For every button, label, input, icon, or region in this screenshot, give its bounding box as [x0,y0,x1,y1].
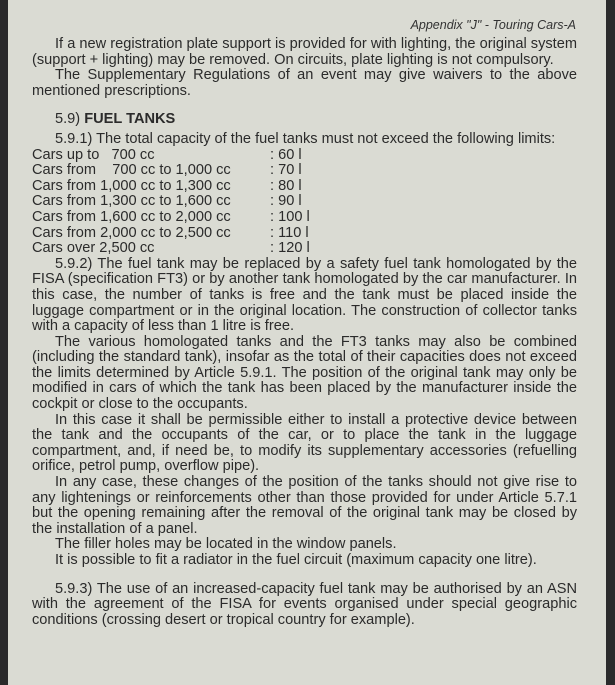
limit-description: Cars from 1,600 cc to 2,000 cc [32,208,231,225]
limit-row [32,163,577,179]
limit-description: Cars from 2,000 cc to 2,500 cc [32,224,231,241]
section-number: 5.9) [55,111,81,128]
paragraph-5-9-2-combined: The various homologated tanks and the FT3 tanks may also be combined (including the standard tank), insofar as the total of their capacities does not exceed the limits determined by Article 5.9.1. The position of the original tank may only be modified in cars of which the tank has been placed by the manufacturer inside the cockpit or close to the occupants. [32,333,577,413]
limit-description: Cars from 1,000 cc to 1,300 cc [32,177,231,194]
limit-value: : 110 l [270,224,309,241]
section-heading [32,112,577,128]
running-header: Appendix "J" - Touring Cars-A [410,18,576,32]
limit-value: : 70 l [270,162,302,179]
section-title: FUEL TANKS [84,111,176,128]
limit-value: : 80 l [270,177,302,194]
paragraph-5-9-2-changes: In any case, these changes of the position of the tanks should not give rise to any lightenings or reinforcements other than those provided for under Article 5.7.1 but the opening remaining after the removal of the original tank may be closed by the installation of a panel. [32,474,577,537]
limit-row [32,226,577,242]
limit-description: Cars from 700 cc to 1,000 cc [32,162,231,179]
limit-description: Cars over 2,500 cc [32,240,155,257]
limit-row [32,210,577,226]
limit-description: Cars from 1,300 cc to 1,600 cc [32,193,231,210]
paragraph-5-9-1: 5.9.1) The total capacity of the fuel tanks must not exceed the following limits: [55,130,556,147]
limit-description: Cars up to 700 cc [32,146,155,163]
page-body [32,37,577,628]
limit-row [32,194,577,210]
limit-value: : 100 l [270,208,310,225]
paragraph-5-9-2-protective: In this case it shall be permissible either to install a protective device between the tank and the occupants of the car, or to place the tank in the luggage compartment, and, if need be, to modify its supplementary accessories (refuelling orifice, petrol pump, overflow pipe). [32,411,577,475]
paragraph-waivers: The Supplementary Regulations of an event may give waivers to the above mentioned prescriptions. [32,67,577,99]
limit-row [32,148,577,164]
paragraph-5-9-2-radiator: It is possible to fit a radiator in the fuel circuit (maximum capacity one litre). [55,552,537,568]
paragraph-5-9-2: 5.9.2) The fuel tank may be replaced by a safety fuel tank homologated by the FISA (specification FT3) or by another tank homologated by the car manufacturer. In this case, the number of tanks is free and the tank must be placed inside the luggage compartment or in the original location. The construction of collector tanks with a capacity of less than 1 litre is free. [32,255,577,335]
limit-value: : 120 l [270,240,310,257]
limit-row [32,179,577,195]
paragraph-5-9-2-filler: The filler holes may be located in the window panels. [55,536,397,553]
paragraph-5-9-3: 5.9.3) The use of an increased-capacity fuel tank may be authorised by an ASN with the agreement of the FISA for events organised under special geographic conditions (crossing desert or tropical country for example). [32,580,577,628]
limit-row [32,241,577,257]
paragraph-plate-lighting: If a new registration plate support is provided for with lighting, the original system (support + lighting) may be removed. On circuits, plate lighting is not compulsory. [32,36,577,68]
capacity-limits-list [32,148,577,257]
limit-value: : 90 l [270,193,302,210]
document-page [8,0,606,685]
limit-value: : 60 l [270,146,302,163]
